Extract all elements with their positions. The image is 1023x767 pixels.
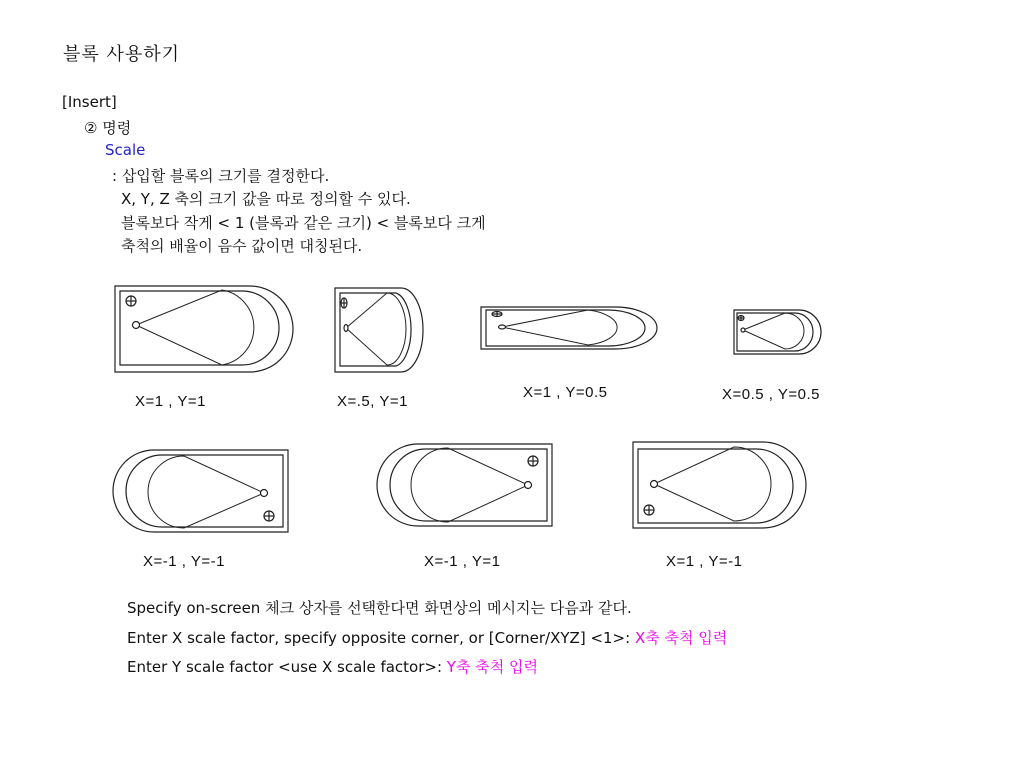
block-figure-x1-ym1 — [632, 441, 812, 529]
figure-caption: X=1 , Y=0.5 — [523, 384, 608, 401]
desc-line-2: X, Y, Z 축의 크기 값을 따로 정의할 수 있다. — [121, 190, 411, 208]
figure-caption: X=1 , Y=-1 — [666, 553, 743, 570]
figure-caption: X=0.5 , Y=0.5 — [722, 386, 820, 403]
prompt-line-1: Specify on-screen 체크 상자를 선택한다면 화면상의 메시지는 다음과 같다. — [127, 599, 632, 617]
page-title: 블록 사용하기 — [63, 44, 181, 65]
block-figure-x05-y05 — [733, 309, 825, 355]
desc-line-4: 축척의 배율이 음수 값이면 대칭된다. — [121, 237, 363, 255]
desc-line-3: 블록보다 작게 < 1 (블록과 같은 크기) < 블록보다 크게 — [121, 214, 486, 232]
prompt-note: X축 축척 입력 — [634, 629, 728, 647]
prompt-text: Enter Y scale factor <use X scale factor>: — [127, 658, 447, 676]
prompt-note: Y축 축척 입력 — [446, 658, 538, 676]
figure-caption: X=-1 , Y=-1 — [143, 553, 225, 570]
figure-caption: X=-1 , Y=1 — [424, 553, 501, 570]
section-label: [Insert] — [62, 93, 117, 111]
item-label: ② 명령 — [84, 119, 132, 137]
block-figure-x1-y05 — [480, 306, 660, 350]
block-figure-x05-y1 — [334, 287, 426, 373]
prompt-line-3 — [127, 656, 538, 677]
desc-line-1: : 삽입할 블록의 크기를 결정한다. — [112, 167, 330, 185]
prompt-line-2 — [127, 627, 727, 648]
command-name: Scale — [105, 141, 146, 159]
figure-caption: X=1 , Y=1 — [135, 393, 206, 410]
block-figure-xm1-ym1 — [110, 449, 290, 533]
prompt-text: Enter X scale factor, specify opposite corner, or [Corner/XYZ] <1>: — [127, 629, 635, 647]
block-figure-xm1-y1 — [374, 443, 554, 527]
figure-caption: X=.5, Y=1 — [337, 393, 408, 410]
block-figure-x1-y1 — [114, 285, 294, 373]
